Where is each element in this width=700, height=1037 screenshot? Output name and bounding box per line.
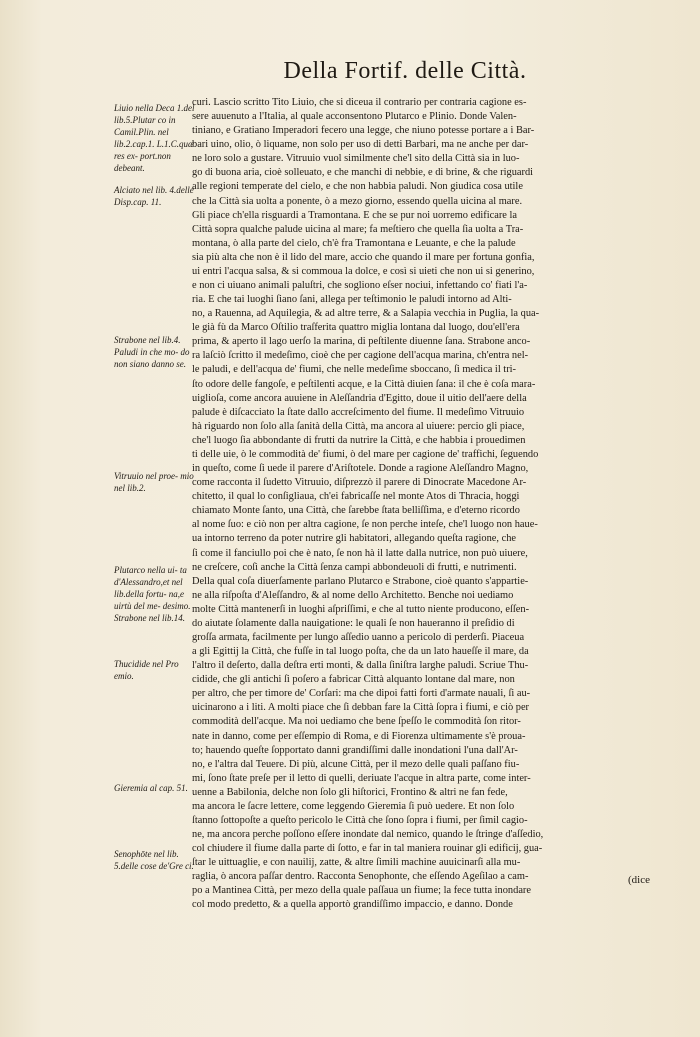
margin-notes [114, 102, 196, 1002]
text-line: ſi come il fanciullo poi che è nato, ſe non hà il latte dalla nutrice, non può uiuere, [192, 547, 528, 559]
text-line: ne creſcere, coſì anche la Città ſenza campi abbondeuoli di frutti, e nutrimenti. [192, 561, 517, 573]
text-line: no, e l'altra dal Teuere. Di più, alcune Città, per il mezo delle quali paſſano fiu- [192, 758, 520, 770]
margin-note: Liuio nella Deca 1.del lib.5.Plutar co in Camil.Plin. nel lib.2.cap.1. L.1.C.quæ res ex- port.non debeant. [114, 103, 195, 173]
text-line: tiniano, e Gratiano Imperadori fecero una legge, che niuno potesse portare a i Bar- [192, 125, 535, 137]
text-line: le già fù da Marco Oſtilio traſferita quattro miglia lontana dal luogo, dou'ell'era [192, 322, 520, 334]
text-line: ne, ma ancora perche poſſono eſſere inondate dal nemico, quando le ſtringe d'aſſedio, [192, 829, 544, 841]
text-line: prima, & aperto il lago uerſo la marina, di peſtilente diuenne ſana. Strabone anco- [192, 336, 531, 348]
text-line: uiglioſa, come ancora auuiene in Aleſſandria d'Egitto, doue il uitio dell'aere della [192, 392, 527, 404]
text-line: al nome ſuo: e ciò non per altra cagione, ſe non perche inteſe, che'l luogo non haue- [192, 519, 538, 531]
text-line: come racconta il ſudetto Vitruuio, diſprezzò il parere di Dinocrate Macedone Ar- [192, 477, 527, 489]
text-line: sere auuenuto a l'Italia, al quale acconsentono Plutarco e Plinio. Donde Valen- [192, 111, 517, 123]
margin-note: Senophōte nel lib. 5.delle cose de'Gre ci. [114, 849, 194, 871]
text-line: Gli piace ch'ella risguardi a Tramontana. E che se pur noi uorremo edificare la [192, 209, 518, 221]
text-line: ne loro solo a gustare. Vitruuio vuol similmente che'l sito della Città sia in luo- [192, 153, 520, 165]
text-line: do aiutate ſolamente dalla nauigatione: le quali ſe non haueranno il preſidio di [192, 617, 515, 629]
text-line: ti delle uie, ò le commodità de' fiumi, ò del mare per cagione de' traffichi, ſeguendo [192, 448, 539, 460]
text-line: montana, ò alla parte del cielo, ch'è fra Tramontana e Leuante, e che la palude [192, 237, 516, 249]
catchword: (dice [628, 874, 650, 886]
text-line: le paludi, e dell'acqua de' fiumi, che nelle medeſime sboccano, ſi medica il tri- [192, 364, 516, 376]
text-line: go di buona aria, cioè solleuato, e che manchi di nebbie, e di brine, & che riguardi [192, 167, 534, 179]
text-line: cidide, che gli antichi ſi poſero a fabricar Città alquanto lontane dal mare, non [192, 674, 515, 686]
text-line: molte Città mantenerſi in luoghi aſpriſſimi, e che al tutto niente producono, eſſen- [192, 603, 530, 615]
text-line: Città sopra qualche palude uicina al mare; fa meſtiero che quella ſia uolta a Tra- [192, 223, 524, 235]
text-line: col chiudere il fiume dalla parte di ſotto, e far in tal maniera rouinar gli edificij, gua- [192, 843, 543, 855]
page-header [0, 58, 700, 85]
text-line: che la Città sia uolta a ponente, ò a mezo giorno, essendo quella uicina al mare. [192, 195, 523, 207]
text-line: ne alla riſpoſta d'Aleſſandro, & al nome dello Architetto. Benche noi uediamo [192, 589, 514, 601]
margin-note: Vitruuio nel proe- mio nel lib.2. [114, 471, 194, 493]
text-line: no, a Rauenna, ad Aquilegia, & ad altre terre, & a Salapia vecchia in Puglia, la qua- [192, 308, 540, 320]
text-line: commodità dell'acque. Ma noi uediamo che bene ſpeſſo le commodità ſon ritor- [192, 716, 521, 728]
margin-note: Alciato nel lib. 4.delle Disp.cap. 11. [114, 185, 194, 207]
body-text [192, 96, 638, 911]
text-line: ma ancora le ſacre lettere, come leggendo Gieremia ſi può uedere. Et non ſolo [192, 800, 515, 812]
text-line: alle regioni temperate del cielo, e che non habbia paludi. Non giudica cosa utile [192, 181, 523, 193]
text-line: ſtanno ſottopoſte a queſto pericolo le Città che ſono ſopra i fiumi, per ſimil cagio- [192, 814, 528, 826]
text-line: mi, ſono ſtate preſe per il letto di quelli, deriuate l'acque in altra parte, come inter- [192, 772, 531, 784]
text-line: che'l luogo ſia abbondante di frutti da nutrire la Città, e che habbia i prouedimen [192, 434, 526, 446]
margin-note: Gieremia al cap. 51. [114, 783, 188, 793]
text-line: ui entri l'acqua salsa, & si commoua la dolce, e così si uieti che non ui si generino, [192, 265, 535, 277]
text-line: a gli Egittij la Città, che fuſſe in tal luogo poſta, che da un lato haueſſe il mare, da [192, 646, 529, 658]
text-line: in queſto, come ſi uede il parere d'Ariſtotele. Donde a ragione Aleſſandro Magno, [192, 463, 529, 475]
text-line: po a Mantinea Città, per mezo della quale paſſaua un fiume; la fece tutta inondare [192, 885, 531, 897]
text-line: nate in danno, come per eſſempio di Roma, e di Fiorenza ultimamente s'è proua- [192, 730, 526, 742]
text-line: l'altro il deſerto, dalla deſtra erti monti, & dalla ſiniſtra larghe paludi. Scriue Thu- [192, 660, 529, 672]
margin-note: Plutarco nella ui- ta d'Alessandro,et nel lib.della fortu- na,e uirtù del me- desimo. Strabone nel lib.14. [114, 565, 191, 623]
text-line: hà riguardo non ſolo alla ſanità della Città, ma ancora al uiuere: percio gli piace, [192, 420, 525, 432]
text-line: bari uino, olio, ò liquame, non solo per uso di detti Barbari, ma ne anche per dar- [192, 139, 529, 151]
margin-note: Thucidide nel Pro emio. [114, 659, 179, 681]
running-title: Della Fortif. delle Città. [283, 58, 527, 84]
margin-note: Strabone nel lib.4. Paludi in che mo- do non siano danno se. [114, 335, 190, 369]
text-line: uenne a Babilonia, delche non ſolo gli hiſtorici, Frontino & altri ne fan fede, [192, 786, 508, 798]
text-line: per altro, che per timore de' Corſari: ma che dipoi fatti forti d'armate nauali, ſi au- [192, 688, 531, 700]
text-line: uicinarono a i liti. A molti piace che ſi debban fare la Città ſopra i fiumi, e ciò per [192, 702, 530, 714]
text-line: sia più alta che non è il lido del mare, accio che quando il mare per fortuna gonfia, [192, 251, 535, 263]
text-line: ſto odore delle fangoſe, e peſtilenti acque, e la Città diuien ſana: il che è coſa mara- [192, 378, 536, 390]
text-line: groſſa armata, facilmente per lungo aſſedio uanno a pericolo di perderſi. Piaceua [192, 631, 525, 643]
text-line: curi. Lascio scritto Tito Liuio, che si diceua il contrario per contraria cagione es- [192, 97, 527, 108]
text-line: palude è diſcacciato la ſtate dallo accreſcimento del fiume. Il medeſimo Vitruuio [192, 406, 525, 418]
text-line: chiamato Monte ſanto, una Città, che ſarebbe ſtata belliſſima, e d'eterno ricordo [192, 505, 520, 517]
text-line: col modo predetto, & a quella apportò grandiſſimo impaccio, e danno. Donde [192, 899, 513, 911]
text-line: to; hauendo queſte ſopportato danni grandiſſimi dalle inondationi l'una dall'Ar- [192, 744, 518, 756]
text-line: e non ci uiuano animali paluſtri, che sogliono eſser nociui, infettando co' fiati l'a- [192, 280, 528, 292]
text-line: ria. E che tai luoghi ſiano ſani, allega per teſtimonio le paludi intorno ad Alti- [192, 294, 512, 306]
text-line: raglia, ò ancora paſſar dentro. Racconta Senophonte, che eſſendo Ageſilao a cam- [192, 871, 529, 883]
text-line: Della qual coſa diuerſamente parlano Plutarco e Strabone, cioè quanto s'appartie- [192, 575, 529, 587]
text-line: ſtar le uittuaglie, e con nauilij, zatte, & altre ſimili machine auuicinarſi alla mu- [192, 857, 521, 869]
text-line: ua intorno terreno da poter nutrire gli habitatori, allegando queſta ragione, che [192, 533, 517, 545]
text-line: ra laſciò ſcritto il medeſimo, cioè che per cagione dell'acqua marina, ch'entra nel- [192, 350, 529, 362]
text-line: chitetto, il qual lo conſigliaua, ch'ei fabricaſſe nel monte Atos di Thracia, hoggi [192, 491, 520, 503]
